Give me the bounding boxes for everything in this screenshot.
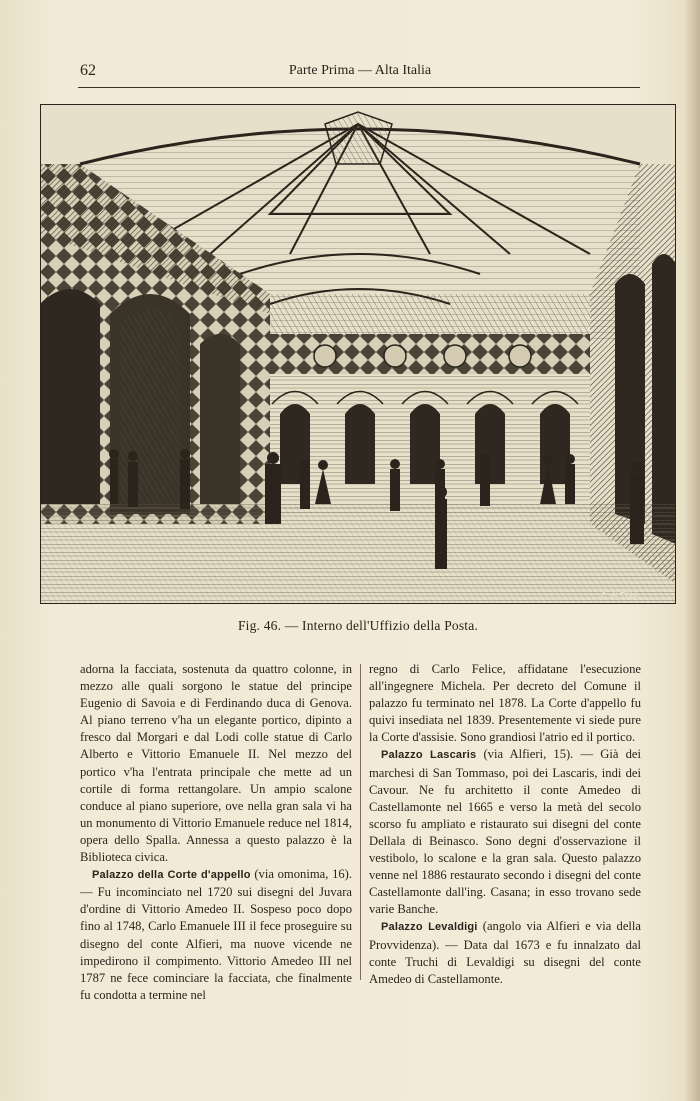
entry-heading: Palazzo della Corte d'appello: [92, 869, 251, 882]
paragraph-text: (via Alfieri, 15). — Già dei marchesi di San Tommaso, poi dei Lascaris, indi dei Cavour. Ne fu architetto il conte Amedeo di Castellamonte nel 1665 e verso la metà del secolo scorso fu ampliato e ristaurato sui disegni del conte Dellala di Beinasco. Sono degni d'osservazione il vestibolo, lo scalone e la gran sala. Questo palazzo venne nel 1886 restaurato secondo i disegni del conte Castellamonte dall'ing. Casana; in esso trovano sede varie Banche.: [369, 747, 642, 917]
page-number: 62: [80, 62, 96, 79]
header-rule: [78, 87, 640, 88]
paragraph-levaldigi: [369, 918, 641, 987]
paragraph-facciata: [80, 661, 352, 866]
entry-heading: Palazzo Lascaris: [381, 749, 477, 762]
right-text-column: [369, 661, 641, 988]
paragraph-lascaris: [369, 746, 641, 918]
paragraph-corte-appello: [80, 866, 352, 1004]
engraving-illustration: [40, 104, 676, 604]
paragraph-text: adorna la facciata, sostenuta da quattro colonne, in mezzo alle quali sorgono le statue del principe Eugenio di Savoia e di Ferdinando duca di Genova. Al piano terreno v'ha un elegante portico, dipinto a fresco dal Morgari e dal Lodi colle statue di Carlo Alberto e Vittorio Emanuele II. Nel mezzo del portico v'ha l'entrata principale che mette ad un cortile di forma rettangolare. Un ampio scalone conduce al piano superiore, ove nella gran sala vi ha un monumento di Vittorio Emanuele reduce nel 1814, opera dello Spalla. Annessa a questo palazzo è la Biblioteca civica.: [80, 662, 352, 865]
engraving-figure: [40, 104, 676, 604]
paragraph-text: (angolo via Alfieri e via della Provvidenza). — Data dal 1673 e fu innalzato dal conte Truchi di Levaldigi su disegni del conte Amedeo di Castellamonte.: [369, 919, 641, 986]
page-spine-shadow: [684, 0, 700, 1101]
paragraph-text: regno di Carlo Felice, affidatane l'esecuzione all'ingegnere Michela. Per decreto del Comune il palazzo fu terminato nel 1878. La Corte d'appello fu quivi insediata nel 1839. Presentemente vi siede pure la Corte d'assisie. Sono grandiosi l'atrio ed il portico.: [369, 662, 641, 745]
engraver-signature: C. ALTINA: [600, 591, 638, 600]
page-header: [80, 62, 640, 84]
left-text-column: [80, 661, 352, 1004]
figure-caption: Fig. 46. — Interno dell'Uffizio della Posta.: [237, 618, 479, 633]
entry-heading: Palazzo Levaldigi: [381, 921, 478, 934]
running-head: Parte Prima — Alta Italia: [288, 63, 432, 78]
paragraph-continuation: [369, 661, 641, 746]
column-divider: [360, 664, 361, 980]
paragraph-text: (via omonima, 16). — Fu incominciato nel 1720 sui disegni del Juvara d'ordine di Vittorio Amedeo II. Sospeso poco dopo fino al 1748, Carlo Emanuele III il fece proseguire su disegno del conte Alfieri, ma nuove vicende ne impedirono il compimento. Vittorio Amedeo III nel 1787 ne fece cominciare la facciata, che finalmente fu condotta a termine nel: [80, 867, 353, 1002]
